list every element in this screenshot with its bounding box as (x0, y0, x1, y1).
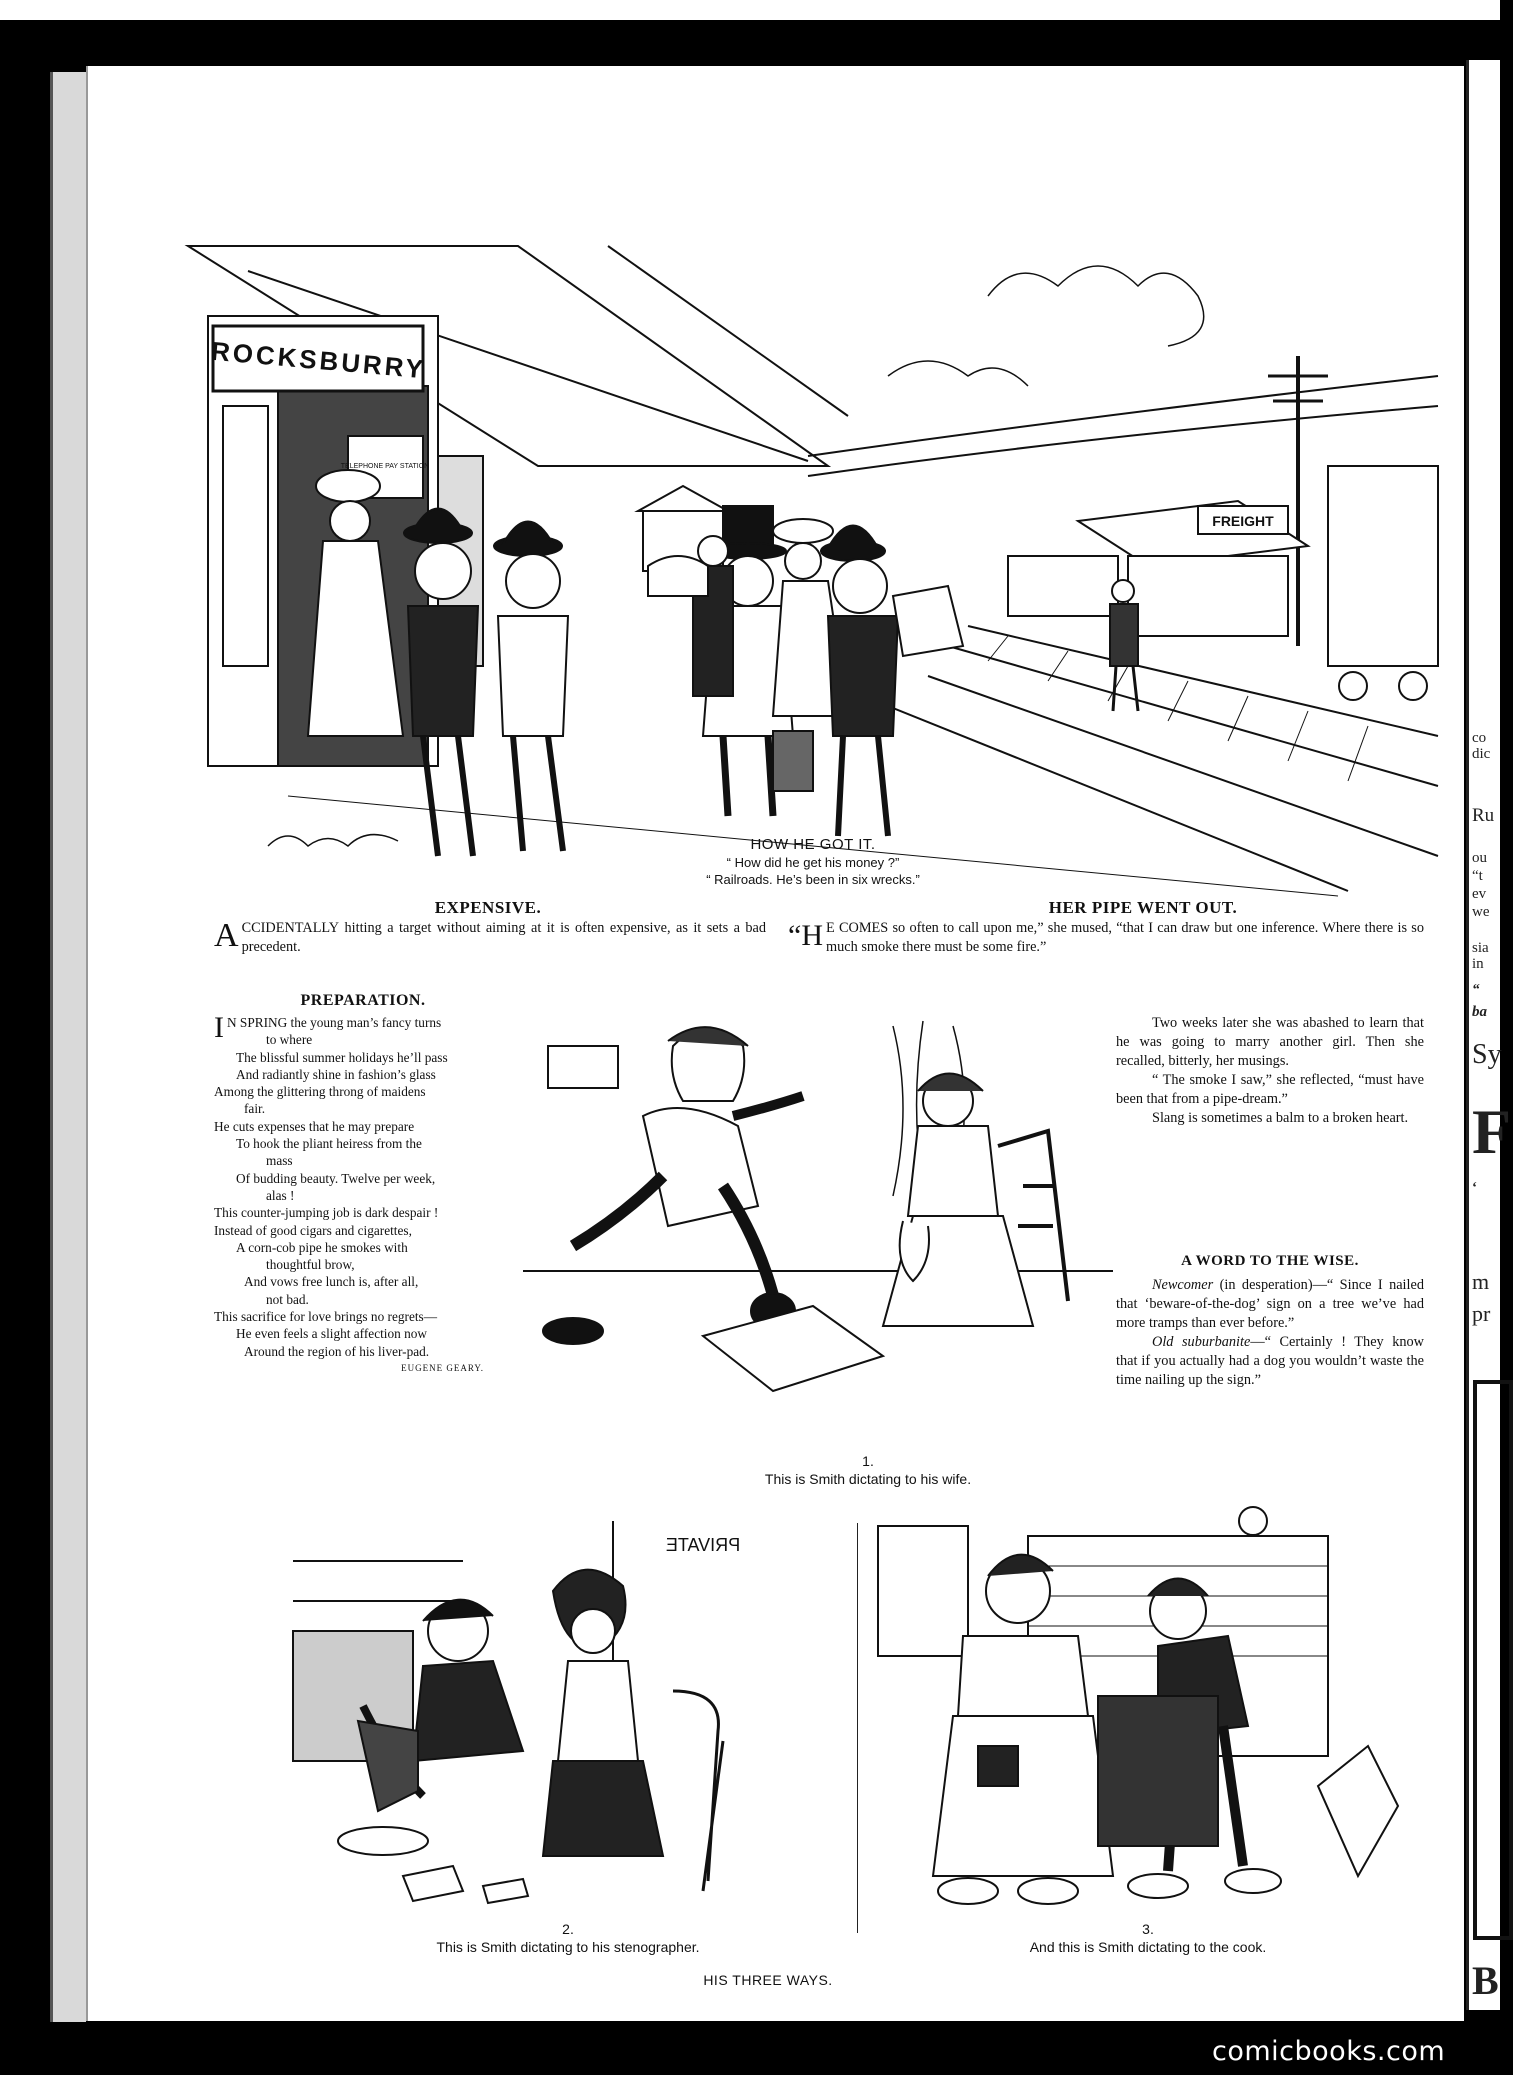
her-pipe-first-para (788, 919, 1424, 957)
newcomer-speaker: Newcomer (1152, 1277, 1214, 1293)
panel-1-number: 1. (862, 1453, 874, 1469)
preparation-title: PREPARATION. (300, 992, 426, 1009)
page-binding-edge (50, 72, 86, 2022)
station-drawing (188, 176, 1438, 896)
her-pipe-para: Two weeks later she was abashed to learn that he was going to marry another girl. Then she recalled, bitterly, her musings. (1116, 1015, 1424, 1069)
panel-2-stenographer-cartoon (283, 1521, 838, 1916)
preparation-dropcap: I (214, 1011, 224, 1044)
newcomer-line: (in desperation)—“ Since I nailed that ‘beware-of-the-dog’ sign on a tree we’ve had more tramps than ever before.” (1116, 1277, 1424, 1331)
poem-line: And radiantly shine in fashion’s glass (236, 1066, 436, 1082)
her-pipe-lead: E COMES (826, 920, 889, 936)
poem-line: Of budding beauty. Twelve per week, (236, 1170, 436, 1186)
adjacent-text: ‘ (1472, 1180, 1477, 1196)
freight-sign: FREIGHT (1212, 513, 1274, 529)
expensive-lead: CCIDENTALLY (241, 920, 340, 936)
adjacent-text: Ru (1472, 805, 1495, 826)
top-caption-line2: “ Railroads. He’s been in six wrecks.” (706, 872, 920, 887)
her-pipe-rest (1116, 1014, 1424, 1128)
poem-line: not bad. (266, 1291, 309, 1307)
railway-station-cartoon (188, 176, 1438, 896)
door-sign-private: PRIVATE (665, 1535, 741, 1555)
panel-3-drawing (878, 1506, 1423, 1911)
adjacent-ad-box (1473, 1380, 1513, 1940)
poem-author: EUGENE GEARY. (401, 1362, 484, 1373)
top-caption-title: HOW HE GOT IT. (750, 836, 876, 853)
expensive-text (214, 919, 766, 957)
adjacent-text: ou (1472, 850, 1487, 866)
poem-line: He even feels a slight affection now (236, 1326, 428, 1342)
adjacent-text: pr (1472, 1301, 1491, 1326)
poem-line: Instead of good cigars and cigarettes, (214, 1222, 412, 1238)
adjacent-text: ev (1472, 886, 1487, 902)
adjacent-text: “t (1472, 868, 1483, 884)
her-pipe-dropcap: “H (788, 919, 823, 952)
his-three-ways-title: HIS THREE WAYS. (703, 1972, 833, 1988)
suburbanite-line: —“ Certainly ! They know that if you actually had a dog you wouldn’t waste the time nailing up the sign.” (1116, 1334, 1425, 1388)
poem-line: thoughtful brow, (266, 1257, 355, 1273)
poem-line: Among the glittering throng of maidens (214, 1084, 426, 1100)
adjacent-text: Sy (1472, 1039, 1502, 1070)
poem-line: To hook the pliant heiress from the (236, 1136, 422, 1152)
adjacent-text: ba (1472, 1004, 1487, 1020)
panel-2-drawing (283, 1521, 838, 1916)
poem-line: fair. (244, 1101, 266, 1117)
panel-1-caption: This is Smith dictating to his wife. (764, 1471, 972, 1487)
panel-divider (857, 1523, 858, 1933)
adjacent-text: m (1472, 1269, 1490, 1294)
scan-top-strip (0, 0, 1500, 22)
panel-1-wife-cartoon (523, 1006, 1113, 1406)
poem-line: Around the region of his liver-pad. (244, 1343, 430, 1359)
expensive-dropcap: A (214, 917, 239, 954)
magazine-page (86, 66, 1464, 2021)
her-pipe-para: “ The smoke I saw,” she reflected, “must have been that from a pipe-dream.” (1116, 1072, 1424, 1107)
expensive-title: EXPENSIVE. (434, 898, 542, 917)
poem-line: alas ! (266, 1187, 295, 1203)
her-pipe-para: Slang is sometimes a balm to a broken heart. (1152, 1110, 1409, 1126)
panel-1-drawing (523, 1006, 1113, 1406)
panel-3-caption: And this is Smith dictating to the cook. (1029, 1939, 1267, 1955)
poem-line: This sacrifice for love brings no regrets— (214, 1309, 438, 1325)
adjacent-text: co (1472, 730, 1487, 746)
her-pipe-first-body: so often to call upon me,” she mused, “that I can draw but one inference. Where there is so much smoke there must be some fire.” (826, 920, 1424, 955)
panel-3-cook-cartoon (878, 1506, 1423, 1911)
site-watermark: comicbooks.com (1212, 2036, 1446, 2067)
poem-line: to where (266, 1032, 313, 1048)
station-sign: ROCKSBURRY (209, 335, 428, 385)
poem-line: The blissful summer holidays he’ll pass (236, 1049, 448, 1065)
expensive-body: hitting a target without aiming at it is often expensive, as it sets a bad precedent. (241, 920, 766, 955)
poem-line: mass (266, 1153, 293, 1169)
adjacent-text: F (1472, 1096, 1512, 1167)
adjacent-text: B (1472, 1958, 1499, 2003)
panel-2-number: 2. (562, 1921, 574, 1937)
word-to-wise-title: A WORD TO THE WISE. (1181, 1253, 1359, 1269)
poem-line: And vows free lunch is, after all, (244, 1274, 419, 1290)
poem-line: A corn-cob pipe he smokes with (236, 1239, 408, 1255)
preparation-poem (214, 1011, 514, 1377)
adjacent-text: dic (1472, 746, 1491, 762)
panel-2-caption: This is Smith dictating to his stenographer. (436, 1939, 700, 1955)
poem-line: He cuts expenses that he may prepare (214, 1118, 415, 1134)
adjacent-page (1466, 60, 1512, 2010)
scan-top-edge (0, 20, 1500, 26)
artist-signature (268, 835, 398, 846)
suburbanite-speaker: Old suburbanite (1152, 1334, 1251, 1350)
panel-3-number: 3. (1142, 1921, 1154, 1937)
her-pipe-title: HER PIPE WENT OUT. (1048, 898, 1238, 917)
poem-line: This counter-jumping job is dark despair ! (214, 1205, 439, 1221)
telephone-sign: TELEPHONE PAY STATION (340, 463, 430, 470)
adjacent-text: in (1472, 956, 1484, 972)
poem-line: I N SPRING the young man’s fancy turns (214, 1011, 442, 1044)
word-to-wise-text (1116, 1276, 1424, 1390)
top-caption-line1: “ How did he get his money ?” (726, 855, 900, 870)
adjacent-text: we (1472, 904, 1490, 920)
adjacent-text: sia (1472, 940, 1489, 956)
adjacent-text: “ (1472, 982, 1480, 998)
